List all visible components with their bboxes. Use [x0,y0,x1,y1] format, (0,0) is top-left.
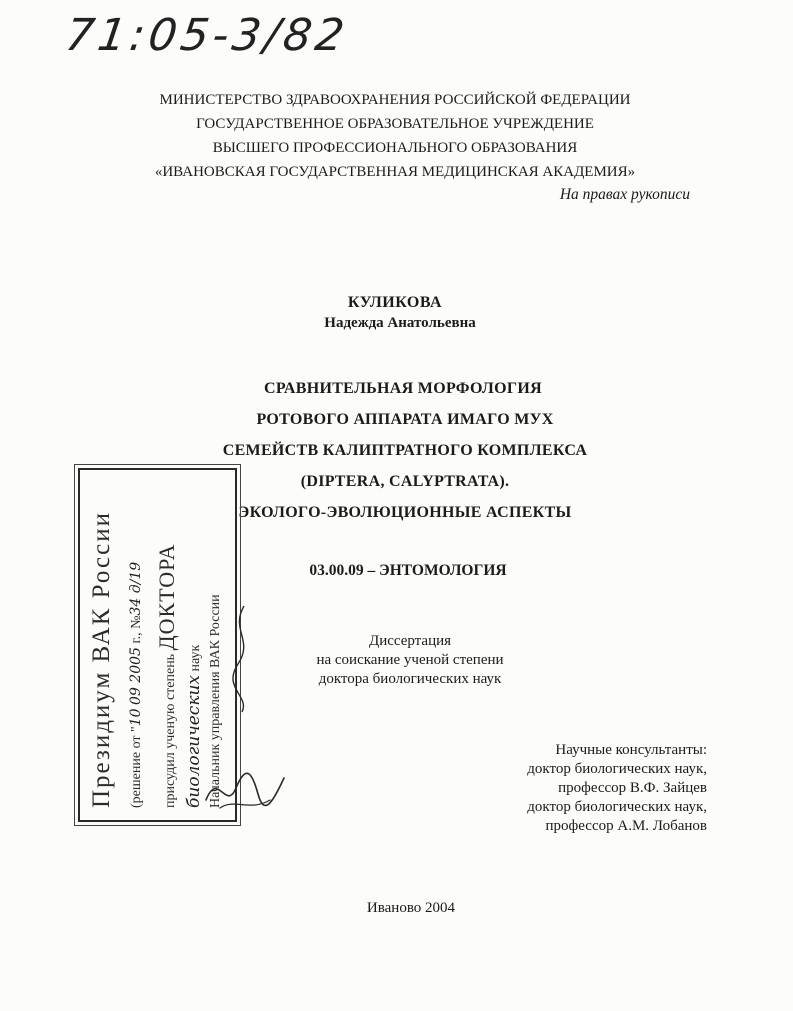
ministry-line: МИНИСТЕРСТВО ЗДРАВООХРАНЕНИЯ РОССИЙСКОЙ ФЕДЕРАЦИИ [159,92,631,108]
stamp-awarded-line [154,544,180,809]
title-line-1: СРАВНИТЕЛЬНАЯ МОРФОЛОГИЯ [264,380,542,397]
title-line-5: ЭКОЛОГО-ЭВОЛЮЦИОННЫЕ АСПЕКТЫ [238,504,572,521]
advisor-1-name: профессор В.Ф. Зайцев [558,780,707,796]
stamp-awarded-prefix: присудил ученую степень [163,653,178,808]
title-line-3: СЕМЕЙСТВ КАЛИПТРАТНОГО КОМПЛЕКСА [222,442,588,459]
signature-scribble [200,760,290,820]
stamp-decision-month: 09 2005 [128,647,144,705]
archive-number-handwritten: 71:05-3/82 [62,10,352,61]
purpose-line-3: доктора биологических наук [318,671,502,687]
manuscript-rights-note: На правах рукописи [559,186,690,203]
title-line-4: (DIPTERA, CALYPTRATA). [300,473,510,490]
stamp-awarded-degree: ДОКТОРА [154,543,179,651]
scientific-advisors [527,741,707,836]
purpose-line-1: Диссертация [368,633,452,649]
stamp-science-suffix: наук [188,644,203,672]
education-level-line: ВЫСШЕГО ПРОФЕССИОНАЛЬНОГО ОБРАЗОВАНИЯ [212,140,578,156]
stamp-title: Президиум ВАК России [88,511,115,808]
stamp-head-line: Начальник управления ВАК России [208,594,223,808]
academy-name-line: «ИВАНОВСКАЯ ГОСУДАРСТВЕННАЯ МЕДИЦИНСКАЯ АКАДЕМИЯ» [154,164,636,180]
title-line-2: РОТОВОГО АППАРАТА ИМАГО МУХ [256,411,554,428]
stamp-decision-line [128,562,145,808]
specialty-code: 03.00.09 – ЭНТОМОЛОГИЯ [309,562,507,579]
institution-type-line: ГОСУДАРСТВЕННОЕ ОБРАЗОВАТЕЛЬНОЕ УЧРЕЖДЕНИЕ [196,116,594,132]
stamp-decision-day: 10 [128,708,144,727]
advisor-2-degree: доктор биологических наук, [527,799,707,815]
advisor-1-degree: доктор биологических наук, [527,761,707,777]
stamp-decision-prefix: (решение от " [129,726,144,808]
stamp-decision-suffix: г., № [129,615,144,644]
stamp-decision-number: 34 д/19 [128,561,144,616]
purpose-line-2: на соискание ученой степени [316,652,504,668]
city-year: Иваново 2004 [366,900,456,916]
stamp-science-field: биологических [184,674,204,808]
advisors-heading: Научные консультанты: [555,742,707,758]
author-surname: КУЛИКОВА [347,294,443,311]
stamp-handwritten-mark [224,600,264,720]
author-name: Надежда Анатольевна [324,315,476,331]
advisor-2-name: профессор А.М. Лобанов [545,818,707,834]
